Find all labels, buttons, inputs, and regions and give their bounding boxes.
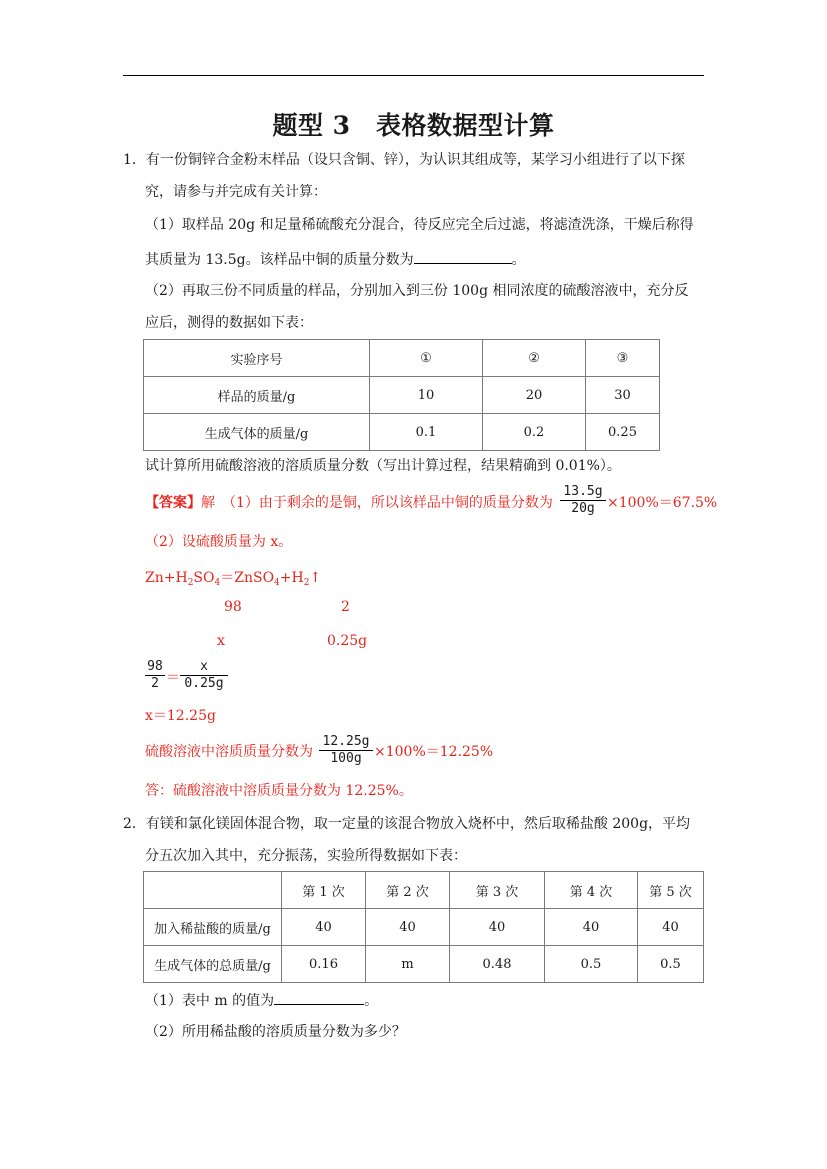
table-row [144, 872, 704, 909]
table-row [144, 414, 660, 451]
table-header-cell: ② [483, 340, 586, 377]
table-header-cell: 第 2 次 [366, 872, 450, 909]
table-cell: 40 [450, 909, 545, 946]
q2-data-table [143, 871, 704, 983]
table-row [144, 377, 660, 414]
page-title: 题型 3 表格数据型计算 [272, 111, 555, 140]
table-cell: 0.5 [638, 946, 704, 983]
fraction-denominator: 100g [330, 751, 362, 766]
mass-fraction-result: ×100%＝12.25% [374, 744, 494, 760]
table-header-cell: ③ [586, 340, 660, 377]
table-cell: 0.25 [586, 414, 660, 451]
table-cell: 0.5 [545, 946, 638, 983]
table-cell: 0.48 [450, 946, 545, 983]
fraction-sulfuric [319, 734, 373, 767]
table-cell: 样品的质量/g [144, 377, 370, 414]
q1-part1-line2 [145, 249, 526, 269]
table-cell: 0.16 [282, 946, 366, 983]
q1-question: 试计算所用硫酸溶液的溶质质量分数（写出计算过程，结果精确到 0.01%）。 [145, 458, 621, 474]
mass-fraction-text: 硫酸溶液中溶质质量分数为 [145, 744, 313, 760]
q1-data-table [143, 339, 660, 451]
answer-line1 [145, 494, 553, 512]
q1-stem-line1: 1．有一份铜锌合金粉末样品（设只含铜、锌），为认识其组成等，某学习小组进行了以下探 [123, 152, 685, 168]
q1-part1-line1: （1）取样品 20g 和足量稀硫酸充分混合，待反应完全后过滤，将滤渣洗涤，干燥后称得 [145, 217, 694, 233]
unknown-x: x [217, 633, 225, 649]
table-cell: 20 [483, 377, 586, 414]
eq-subscript: 2 [303, 578, 310, 588]
molar-mass-2: 2 [341, 599, 350, 615]
mass-025: 0.25g [327, 633, 368, 649]
table-cell: 40 [282, 909, 366, 946]
q1-part1-end: 。 [511, 252, 526, 268]
fraction-denominator: 2 [151, 676, 159, 691]
final-answer: 答：硫酸溶液中溶质质量分数为 12.25%。 [145, 783, 413, 799]
answer-line1-result: ×100%＝67.5% [607, 495, 718, 511]
table-header-cell: 第 4 次 [545, 872, 638, 909]
eq-part: +H [279, 570, 304, 586]
table-header-cell: ① [370, 340, 483, 377]
q2-part1-end: 。 [364, 993, 379, 1009]
header-rule [123, 75, 704, 76]
eq-part: SO [193, 570, 215, 586]
q1-part2-line2: 应后，测得的数据如下表： [145, 315, 313, 331]
q1-answer-blank[interactable] [414, 249, 512, 264]
fraction-numerator: x [200, 659, 208, 674]
table-row [144, 340, 660, 377]
q1-part2-line1: （2）再取三份不同质量的样品，分别加入到三份 100g 相同浓度的硫酸溶液中，充分反 [145, 283, 689, 299]
fraction-copper [560, 484, 606, 517]
eq-part: ＝ZnSO [220, 570, 275, 586]
table-cell: 生成气体的质量/g [144, 414, 370, 451]
eq-subscript: 4 [274, 578, 280, 588]
table-header-cell: 第 3 次 [450, 872, 545, 909]
table-cell: 40 [366, 909, 450, 946]
table-header-cell: 第 1 次 [282, 872, 366, 909]
table-cell: 10 [370, 377, 483, 414]
proportion-equals: ＝ [166, 670, 180, 686]
x-result: x＝12.25g [145, 708, 216, 724]
q2-stem-line1: 2．有镁和氯化镁固体混合物，取一定量的该混合物放入烧杯中，然后取稀盐酸 200g，平均 [123, 816, 691, 832]
q2-part2: （2）所用稀盐酸的溶质质量分数为多少？ [145, 1024, 406, 1040]
table-header-cell [144, 872, 282, 909]
eq-part: Zn+H [145, 570, 188, 586]
eq-subscript: 2 [187, 578, 194, 588]
q1-part1-text: 其质量为 13.5g。该样品中铜的质量分数为 [145, 252, 414, 268]
fraction-numerator: 13.5g [563, 484, 603, 499]
q2-answer-blank[interactable] [274, 990, 364, 1005]
table-cell: 加入稀盐酸的质量/g [144, 909, 282, 946]
molar-mass-98: 98 [224, 599, 242, 615]
table-cell: 生成气体的总质量/g [144, 946, 282, 983]
table-cell: m [366, 946, 450, 983]
q2-stem-line2: 分五次加入其中，充分振荡，实验所得数据如下表： [145, 848, 467, 864]
q2-part1 [145, 990, 378, 1010]
eq-arrow: ↑ [309, 570, 322, 586]
fraction-x-over-025 [180, 659, 228, 692]
eq-subscript: 4 [214, 578, 221, 588]
fraction-denominator: 0.25g [184, 676, 224, 691]
chemical-equation [145, 569, 321, 587]
table-row [144, 946, 704, 983]
q1-stem-line2: 究，请参与并完成有关计算： [145, 184, 327, 200]
table-row [144, 909, 704, 946]
fraction-numerator: 12.25g [322, 734, 370, 749]
table-cell: 0.2 [483, 414, 586, 451]
answer-line2: （2）设硫酸质量为 x。 [145, 534, 293, 550]
answer-line1-text: 解 （1）由于剩余的是铜，所以该样品中铜的质量分数为 [201, 495, 553, 511]
q2-part1-text: （1）表中 m 的值为 [145, 993, 275, 1009]
fraction-denominator: 20g [571, 501, 595, 516]
answer-tag: 【答案】 [145, 495, 201, 511]
fraction-98-over-2 [145, 659, 165, 692]
table-header-cell: 实验序号 [144, 340, 370, 377]
table-cell: 40 [638, 909, 704, 946]
table-cell: 30 [586, 377, 660, 414]
table-header-cell: 第 5 次 [638, 872, 704, 909]
table-cell: 0.1 [370, 414, 483, 451]
fraction-numerator: 98 [147, 659, 163, 674]
table-cell: 40 [545, 909, 638, 946]
